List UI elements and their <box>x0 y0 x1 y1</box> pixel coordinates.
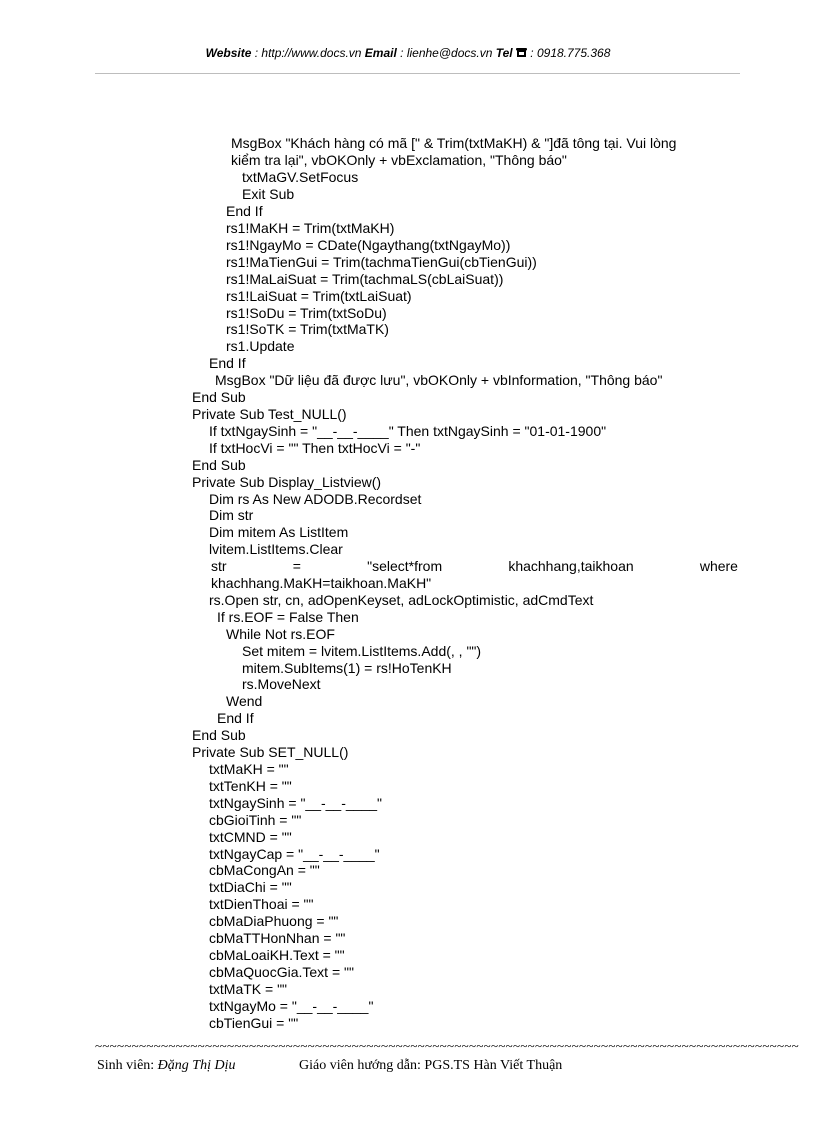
code-line: rs1!LaiSuat = Trim(txtLaiSuat) <box>226 288 412 304</box>
code-line: txtNgaySinh = "__-__-____" <box>209 795 382 811</box>
code-line: Exit Sub <box>242 186 295 202</box>
code-line: While Not rs.EOF <box>226 626 335 642</box>
code-line: cbMaDiaPhuong = "" <box>209 913 339 929</box>
header-divider <box>95 73 740 74</box>
code-line: Dim str <box>209 507 254 523</box>
code-line: Set mitem = lvitem.ListItems.Add(, , "") <box>242 643 482 659</box>
code-line: mitem.SubItems(1) = rs!HoTenKH <box>242 660 452 676</box>
code-line: MsgBox "Khách hàng có mã [" & Trim(txtMaKH) & "]đã tông tại. Vui lòng <box>231 135 677 151</box>
advisor-label: Giáo viên hướng dẫn: <box>299 1058 421 1073</box>
code-line: If txtNgaySinh = "__-__-____" Then txtNgaySinh = "01-01-1900" <box>209 423 607 439</box>
student-name: Đặng Thị Dịu <box>157 1058 236 1073</box>
code-line: cbTienGui = "" <box>209 1015 299 1031</box>
code-line: Wend <box>226 693 263 709</box>
code-line: Private Sub Display_Listview() <box>192 474 382 490</box>
code-line: End If <box>209 355 246 371</box>
code-line: End Sub <box>192 389 246 405</box>
code-line: rs.Open str, cn, adOpenKeyset, adLockOptimistic, adCmdText <box>209 592 594 608</box>
footer-divider: ~~~~~~~~~~~~~~~~~~~~~~~~~~~~~~~~~~~~~~~~~~~~~~~~~~~~~~~~~~~~~~~~~~~~~~~~~~~~~~~~~~~~~~~~~~~~~~~~ <box>95 1038 799 1053</box>
code-line: End Sub <box>192 727 246 743</box>
student-label: Sinh viên: <box>97 1058 155 1073</box>
code-line: If rs.EOF = False Then <box>217 609 359 625</box>
code-line: txtNgayCap = "__-__-____" <box>209 846 380 862</box>
code-line: rs1!SoTK = Trim(txtMaTK) <box>226 321 389 337</box>
website-label: Website <box>205 46 252 60</box>
tel-label: Tel <box>495 46 513 60</box>
code-token: khachhang,taikhoan <box>508 558 634 574</box>
code-line: cbGioiTinh = "" <box>209 812 302 828</box>
code-line: txtMaKH = "" <box>209 761 289 777</box>
advisor-name: PGS.TS Hàn Viết Thuận <box>424 1058 563 1073</box>
phone-icon <box>516 47 527 61</box>
code-token: str <box>211 558 227 574</box>
code-line: rs1!NgayMo = CDate(Ngaythang(txtNgayMo)) <box>226 237 511 253</box>
code-line: khachhang.MaKH=taikhoan.MaKH" <box>211 575 432 591</box>
code-line: txtDiaChi = "" <box>209 879 292 895</box>
code-line: MsgBox "Dữ liệu đã được lưu", vbOKOnly + vbInformation, "Thông báo" <box>215 372 663 388</box>
code-line-justified <box>211 558 738 575</box>
code-line: txtMaTK = "" <box>209 981 288 997</box>
code-line: rs1.Update <box>226 338 295 354</box>
code-line: rs1!MaKH = Trim(txtMaKH) <box>226 220 395 236</box>
code-line: Private Sub Test_NULL() <box>192 406 347 422</box>
code-line: txtMaGV.SetFocus <box>242 169 359 185</box>
code-line: Private Sub SET_NULL() <box>192 744 349 760</box>
code-token: where <box>699 558 738 574</box>
code-token: "select*from <box>367 558 443 574</box>
code-line: kiểm tra lại", vbOKOnly + vbExclamation, "Thông báo" <box>231 152 567 168</box>
code-line: cbMaQuocGia.Text = "" <box>209 964 354 980</box>
code-line: Dim rs As New ADODB.Recordset <box>209 491 422 507</box>
footer-advisor <box>299 1058 562 1074</box>
code-line: cbMaLoaiKH.Text = "" <box>209 947 345 963</box>
tel-value: : 0918.775.368 <box>526 46 611 60</box>
email-value: : lienhe@docs.vn <box>396 46 496 60</box>
code-line: txtCMND = "" <box>209 829 292 845</box>
code-line: cbMaTTHonNhan = "" <box>209 930 346 946</box>
code-line: cbMaCongAn = "" <box>209 862 320 878</box>
footer-student <box>97 1058 235 1074</box>
page-header <box>0 46 816 61</box>
code-line: rs1!MaLaiSuat = Trim(tachmaLS(cbLaiSuat)) <box>226 271 504 287</box>
code-token: = <box>292 558 301 574</box>
code-line: End If <box>217 710 254 726</box>
code-line: txtDienThoai = "" <box>209 896 314 912</box>
code-line: Dim mitem As ListItem <box>209 524 349 540</box>
code-line: txtTenKH = "" <box>209 778 292 794</box>
code-line: lvitem.ListItems.Clear <box>209 541 343 557</box>
code-line: End If <box>226 203 263 219</box>
code-line: rs1!MaTienGui = Trim(tachmaTienGui(cbTienGui)) <box>226 254 537 270</box>
code-line: If txtHocVi = "" Then txtHocVi = "-" <box>209 440 421 456</box>
website-value: : http://www.docs.vn <box>251 46 365 60</box>
code-line: End Sub <box>192 457 246 473</box>
code-line: rs1!SoDu = Trim(txtSoDu) <box>226 305 387 321</box>
code-line: rs.MoveNext <box>242 676 321 692</box>
email-label: Email <box>364 46 397 60</box>
code-line: txtNgayMo = "__-__-____" <box>209 998 374 1014</box>
